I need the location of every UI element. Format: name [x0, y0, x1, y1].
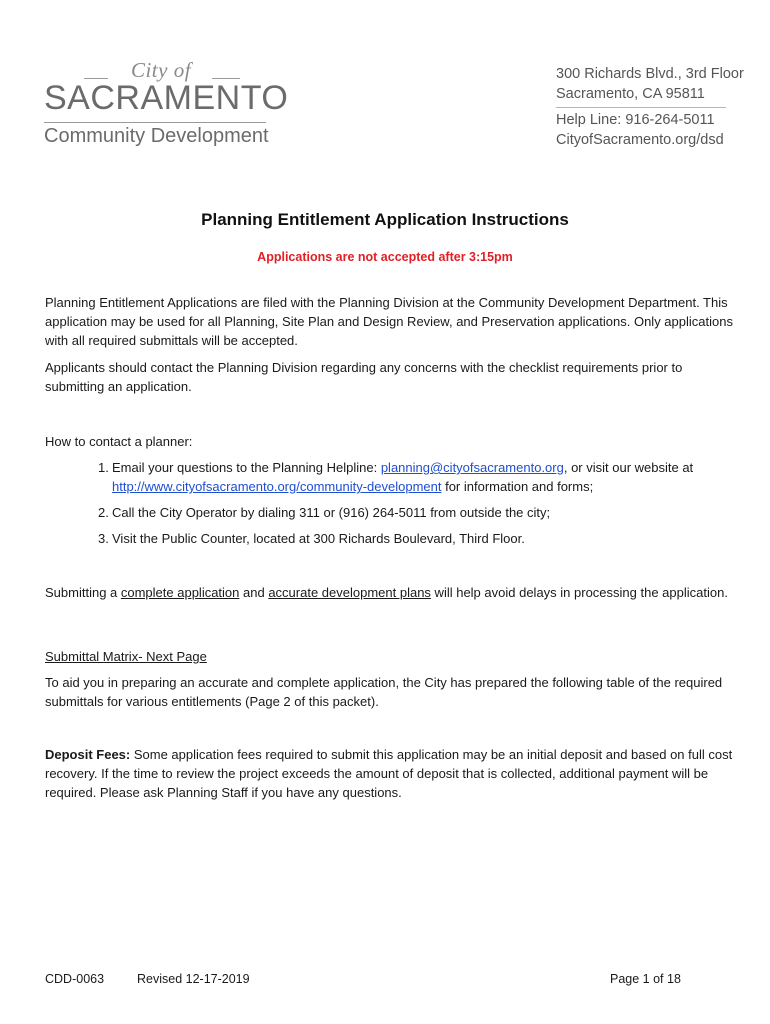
address-divider — [556, 107, 726, 108]
deposit-fees-paragraph — [45, 745, 735, 802]
list-number: 3. — [98, 531, 109, 546]
text-part: will help avoid delays in processing the application. — [430, 585, 728, 600]
logo-city-of: City of — [130, 58, 192, 82]
contact-list-item-3 — [98, 529, 738, 548]
contact-list-item-2 — [98, 503, 738, 522]
submittal-matrix-paragraph: To aid you in preparing an accurate and complete application, the City has prepared the following table of the required submittals for various entitlements (Page 2 of this packet). — [45, 675, 723, 709]
document-title: Planning Entitlement Application Instructions — [201, 210, 569, 229]
planning-email-link[interactable]: planning@cityofsacramento.org — [380, 460, 564, 475]
list-text-part: Email your questions to the Planning Helpline: — [112, 460, 381, 475]
deposit-fees-label: Deposit Fees: — [45, 747, 131, 762]
help-line: Help Line: 916-264-5011 — [556, 112, 715, 128]
list-text-part: for information and forms; — [441, 479, 594, 494]
intro-paragraph-2: Applicants should contact the Planning Division regarding any concerns with the checklist requirements prior to submitting an application. — [45, 360, 683, 394]
help-block — [556, 110, 756, 150]
address-line-2: Sacramento, CA 95811 — [556, 86, 705, 102]
deadline-warning: Applications are not accepted after 3:15pm — [257, 250, 513, 264]
submittal-matrix-heading: Submittal Matrix- Next Page — [45, 649, 207, 664]
text-part: and — [239, 585, 269, 600]
address-block — [556, 64, 756, 104]
address-line-1: 300 Richards Blvd., 3rd Floor — [556, 66, 744, 82]
list-item-text: Call the City Operator by dialing 311 or (916) 264-5011 from outside the city; — [112, 505, 551, 520]
community-development-link[interactable]: http://www.cityofsacramento.org/community-development — [112, 479, 442, 494]
deposit-fees-text: Some application fees required to submit this application may be an initial deposit and based on full cost recovery. If the time to review the project exceeds the amount of deposit that is collected, additional payment will be required. Please ask Planning Staff if you have any questions. — [45, 747, 733, 800]
complete-application-text: complete application — [120, 585, 240, 600]
city-logo — [44, 58, 289, 158]
accurate-plans-text: accurate development plans — [268, 585, 431, 600]
list-number: 1. — [98, 460, 109, 475]
contact-heading: How to contact a planner: — [45, 434, 193, 449]
list-item-text: Visit the Public Counter, located at 300 Richards Boulevard, Third Floor. — [112, 531, 525, 546]
intro-paragraph-1: Planning Entitlement Applications are filed with the Planning Division at the Community Development Department. This application may be used for all Planning, Site Plan and Design Review, and Preservation applications. Only applications with all required submittals will be accepted. — [45, 295, 733, 348]
footer-page-number: Page 1 of 18 — [610, 972, 681, 986]
footer-form-number: CDD-0063 — [45, 972, 105, 986]
list-number: 2. — [98, 505, 109, 520]
logo-community-development: Community Development — [44, 125, 269, 147]
website-text: CityofSacramento.org/dsd — [556, 132, 724, 148]
list-text-part: , or visit our website at — [563, 460, 694, 475]
text-part: Submitting a — [45, 585, 121, 600]
contact-list-item-1 — [98, 458, 738, 496]
footer-revised-date: Revised 12-17-2019 — [137, 972, 250, 986]
logo-sacramento: SACRAMENTO — [44, 79, 289, 117]
submitting-paragraph — [45, 583, 735, 602]
list-item-text — [98, 458, 738, 496]
